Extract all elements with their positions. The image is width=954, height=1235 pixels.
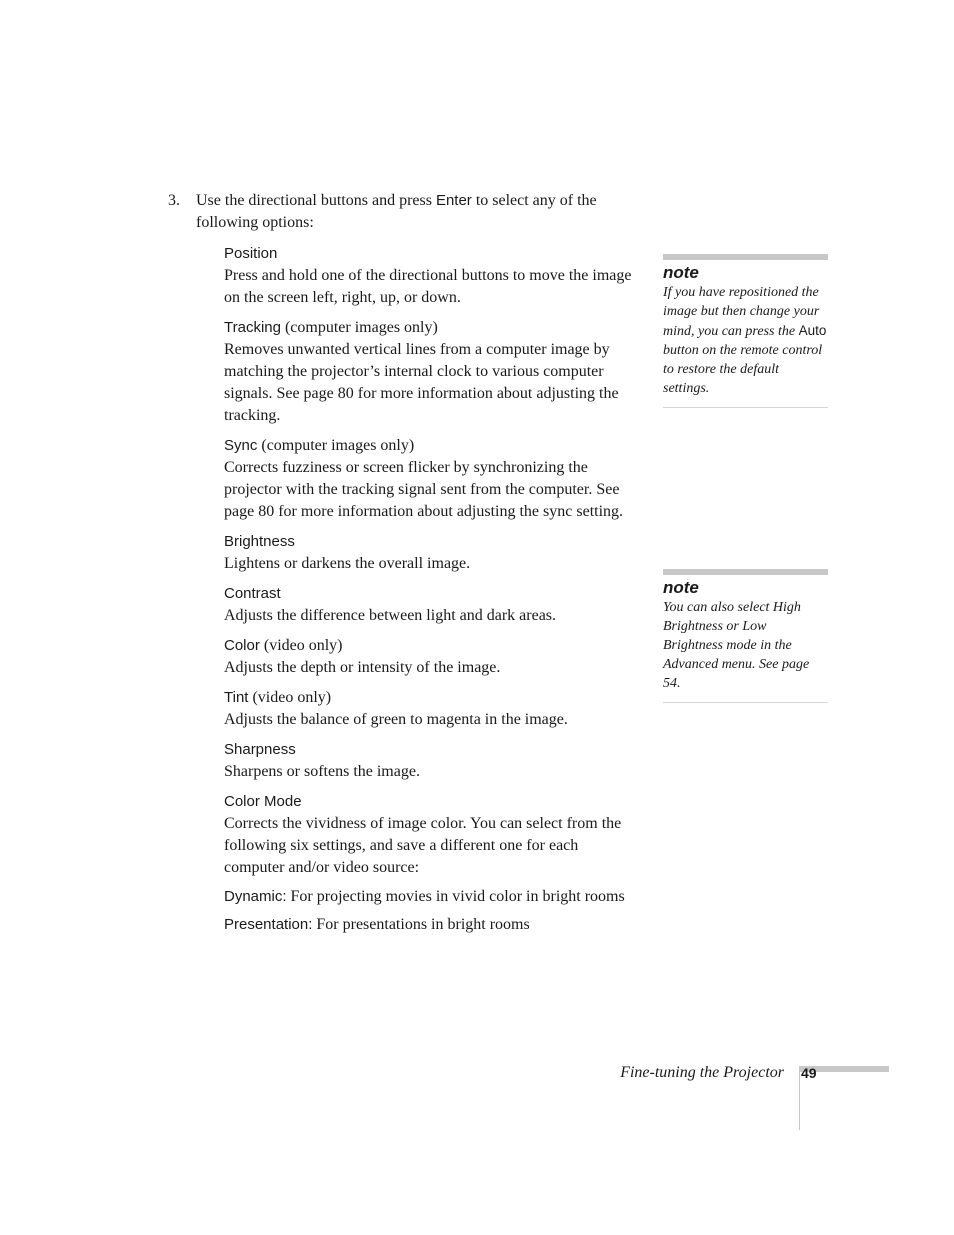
- note-text: You can also select High Brightness or Low Brightness mode in the Advanced menu. See page 54.: [663, 600, 810, 691]
- option-name: Color: [224, 637, 260, 654]
- option-brightness: [224, 531, 634, 575]
- option-description: Lightens or darkens the overall image.: [224, 555, 471, 572]
- option-color-mode: [224, 791, 634, 879]
- option-description: Removes unwanted vertical lines from a computer image by matching the projector’s internal clock to various computer signals. See page 80 for more information about adjusting the tracking.: [224, 341, 619, 424]
- note-bar: [663, 254, 828, 260]
- note-divider: [663, 702, 828, 703]
- option-name: Color Mode: [224, 793, 302, 810]
- option-sharpness: [224, 739, 634, 783]
- footer-divider: [799, 1066, 800, 1130]
- option-name: Sharpness: [224, 741, 296, 758]
- color-mode-presentation: [224, 915, 634, 935]
- color-mode-name: Presentation:: [224, 916, 313, 933]
- option-name: Contrast: [224, 585, 281, 602]
- footer-section-title: Fine-tuning the Projector: [620, 1064, 784, 1081]
- color-mode-name: Dynamic:: [224, 888, 287, 905]
- note-title: note: [663, 578, 699, 597]
- option-description: Sharpens or softens the image.: [224, 763, 420, 780]
- note-text: [663, 283, 828, 398]
- option-tint: [224, 687, 634, 731]
- option-position: [224, 243, 634, 309]
- note-text-after: button on the remote control to restore the default settings.: [663, 343, 823, 396]
- options-list: [224, 243, 634, 943]
- sidebar-note-reposition: [663, 254, 828, 408]
- option-name: Tint: [224, 689, 249, 706]
- color-mode-dynamic: [224, 887, 634, 907]
- color-mode-description: For projecting movies in vivid color in bright rooms: [286, 888, 625, 905]
- option-description: Adjusts the balance of green to magenta in the image.: [224, 711, 568, 728]
- sidebar-note-brightness-mode: [663, 569, 828, 703]
- option-description: Adjusts the difference between light and dark areas.: [224, 607, 557, 624]
- step-text-before: Use the directional buttons and press: [196, 192, 436, 209]
- option-tracking: [224, 317, 634, 427]
- auto-button-label: Auto: [798, 323, 827, 338]
- option-qualifier: (video only): [259, 637, 343, 654]
- option-description: Corrects the vividness of image color. You can select from the following six settings, and save a different one for each computer and/or video source:: [224, 815, 622, 876]
- note-bar: [663, 569, 828, 575]
- option-qualifier: (computer images only): [257, 437, 415, 454]
- option-description: Adjusts the depth or intensity of the image.: [224, 659, 501, 676]
- note-divider: [663, 407, 828, 408]
- option-description: Press and hold one of the directional buttons to move the image on the screen left, right, up, or down.: [224, 267, 632, 306]
- option-qualifier: (computer images only): [280, 319, 438, 336]
- option-name: Position: [224, 245, 278, 262]
- option-contrast: [224, 583, 634, 627]
- note-text-before: If you have repositioned the image but then change your mind, you can press the: [663, 285, 820, 339]
- option-name: Brightness: [224, 533, 295, 550]
- note-title: note: [663, 263, 699, 282]
- color-mode-description: For presentations in bright rooms: [312, 916, 530, 933]
- option-name: Sync: [224, 437, 258, 454]
- option-sync: [224, 435, 634, 523]
- page-number: 49: [801, 1065, 817, 1081]
- step-instruction: [196, 190, 626, 234]
- option-qualifier: (video only): [248, 689, 332, 706]
- option-description: Corrects fuzziness or screen flicker by synchronizing the projector with the tracking signal sent from the computer. See page 80 for more information about adjusting the sync setting.: [224, 459, 624, 520]
- option-name: Tracking: [224, 319, 281, 336]
- step-text-after: to select any of the following options:: [196, 192, 597, 231]
- enter-key-label: Enter: [435, 192, 472, 209]
- option-color: [224, 635, 634, 679]
- step-number: 3.: [168, 192, 180, 209]
